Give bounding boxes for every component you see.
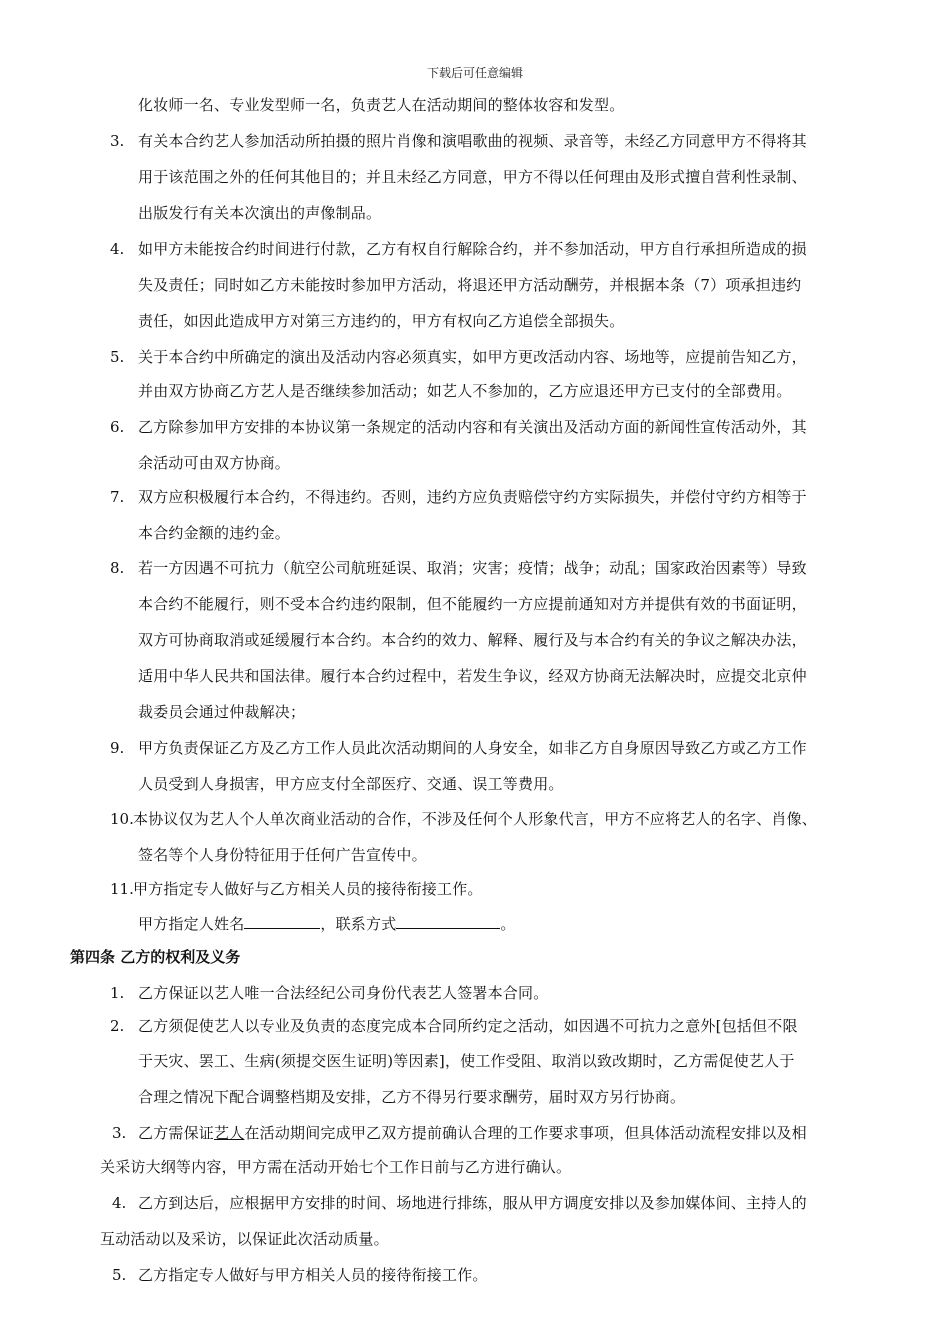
contact-method-field[interactable]	[396, 912, 500, 929]
list-item-line: 合理之情况下配合调整档期及安排，乙方不得另行要求酬劳，届时双方另行协商。	[138, 1088, 686, 1106]
list-item-line: 本合约金额的违约金。	[138, 524, 291, 542]
list-item-line: 出版发行有关本次演出的声像制品。	[138, 204, 382, 222]
list-item-line: 裁委员会通过仲裁解决；	[138, 703, 306, 721]
list-number: 4.	[112, 1194, 127, 1212]
list-item-line: 若一方因遇不可抗力（航空公司航班延误、取消；灾害；疫情；战争；动乱；国家政治因素等）导致	[138, 559, 807, 577]
list-item-line: 乙方到达后，应根据甲方安排的时间、场地进行排练，服从甲方调度安排以及参加媒体间、主持人的	[138, 1194, 807, 1212]
contact-method-label: ，联系方式	[320, 915, 397, 933]
list-number: 10.	[110, 810, 134, 828]
underlined-text: 艺人	[214, 1124, 245, 1142]
list-item-line: 乙方须促使艺人以专业及负责的态度完成本合同所约定之活动，如因遇不可抗力之意外[包括但不限	[138, 1017, 798, 1035]
list-item-line: 本协议仅为艺人个人单次商业活动的合作，不涉及任何个人形象代言，甲方不应将艺人的名字、肖像、	[133, 810, 818, 828]
section-heading: 第四条 乙方的权利及义务	[70, 948, 241, 966]
list-number: 2.	[110, 1017, 125, 1035]
list-item-line: 关采访大纲等内容，甲方需在活动开始七个工作日前与乙方进行确认。	[100, 1158, 572, 1176]
list-number: 7.	[110, 488, 125, 506]
list-number: 11.	[110, 880, 134, 898]
contact-end: 。	[500, 915, 516, 933]
list-item-line: 甲方指定专人做好与乙方相关人员的接待衔接工作。	[133, 880, 483, 898]
list-number: 8.	[110, 559, 125, 577]
list-item-line: 乙方指定专人做好与甲方相关人员的接待衔接工作。	[138, 1266, 488, 1284]
paragraph-line: 化妆师一名、专业发型师一名，负责艺人在活动期间的整体妆容和发型。	[138, 96, 625, 114]
list-item-line: 甲方负责保证乙方及乙方工作人员此次活动期间的人身安全，如非乙方自身原因导致乙方或乙方工作	[138, 739, 807, 757]
list-item-line: 于天灾、罢工、生病(须提交医生证明)等因素]，使工作受阻、取消以致改期时，乙方需促使艺人于	[138, 1052, 795, 1070]
list-item-line: 双方可协商取消或延缓履行本合约。本合约的效力、解释、履行及与本合约有关的争议之解决办法，	[138, 631, 807, 649]
list-number: 3.	[112, 1124, 127, 1142]
list-item-line: 并由双方协商乙方艺人是否继续参加活动；如艺人不参加的，乙方应退还甲方已支付的全部费用。	[138, 382, 792, 400]
list-number: 5.	[110, 348, 125, 366]
list-item-line	[138, 1122, 807, 1144]
list-item-line: 余活动可由双方协商。	[138, 454, 291, 472]
list-number: 5.	[112, 1266, 127, 1284]
list-item-line: 责任，如因此造成甲方对第三方违约的，甲方有权向乙方追偿全部损失。	[138, 312, 625, 330]
contact-line	[138, 912, 516, 935]
contact-name-field[interactable]	[244, 912, 320, 929]
list-item-line: 关于本合约中所确定的演出及活动内容必须真实，如甲方更改活动内容、场地等，应提前告知乙方，	[138, 348, 807, 366]
list-number: 1.	[110, 984, 125, 1002]
list-item-line: 适用中华人民共和国法律。履行本合约过程中，若发生争议，经双方协商无法解决时，应提交北京仲	[138, 667, 807, 685]
list-item-line: 如甲方未能按合约时间进行付款，乙方有权自行解除合约，并不参加活动，甲方自行承担所造成的损	[138, 240, 807, 258]
list-item-line: 用于该范围之外的任何其他目的；并且未经乙方同意，甲方不得以任何理由及形式擅自营利性录制、	[138, 168, 807, 186]
text-run: 乙方需保证	[138, 1124, 215, 1142]
list-item-line: 签名等个人身份特征用于任何广告宣传中。	[138, 846, 427, 864]
list-number: 9.	[110, 739, 125, 757]
list-item-line: 本合约不能履行，则不受本合约违约限制，但不能履约一方应提前通知对方并提供有效的书面证明，	[138, 595, 807, 613]
list-item-line: 互动活动以及采访，以保证此次活动质量。	[100, 1230, 389, 1248]
list-item-line: 失及责任；同时如乙方未能按时参加甲方活动，将退还甲方活动酬劳，并根据本条（7）项承担违约	[138, 276, 802, 294]
list-number: 6.	[110, 418, 125, 436]
page-header: 下载后可任意编辑	[426, 66, 523, 80]
text-run: 在活动期间完成甲乙双方提前确认合理的工作要求事项，但具体活动流程安排以及相	[244, 1124, 807, 1142]
list-number: 4.	[110, 240, 125, 258]
list-item-line: 人员受到人身损害，甲方应支付全部医疗、交通、误工等费用。	[138, 775, 564, 793]
list-item-line: 乙方除参加甲方安排的本协议第一条规定的活动内容和有关演出及活动方面的新闻性宣传活动外，其	[138, 418, 807, 436]
list-number: 3.	[110, 132, 125, 150]
list-item-line: 双方应积极履行本合约，不得违约。否则，违约方应负责赔偿守约方实际损失，并偿付守约方相等于	[138, 488, 807, 506]
list-item-line: 乙方保证以艺人唯一合法经纪公司身份代表艺人签署本合同。	[138, 984, 549, 1002]
contact-name-label: 甲方指定人姓名	[138, 915, 245, 933]
list-item-line: 有关本合约艺人参加活动所拍摄的照片肖像和演唱歌曲的视频、录音等，未经乙方同意甲方不得将其	[138, 132, 807, 150]
